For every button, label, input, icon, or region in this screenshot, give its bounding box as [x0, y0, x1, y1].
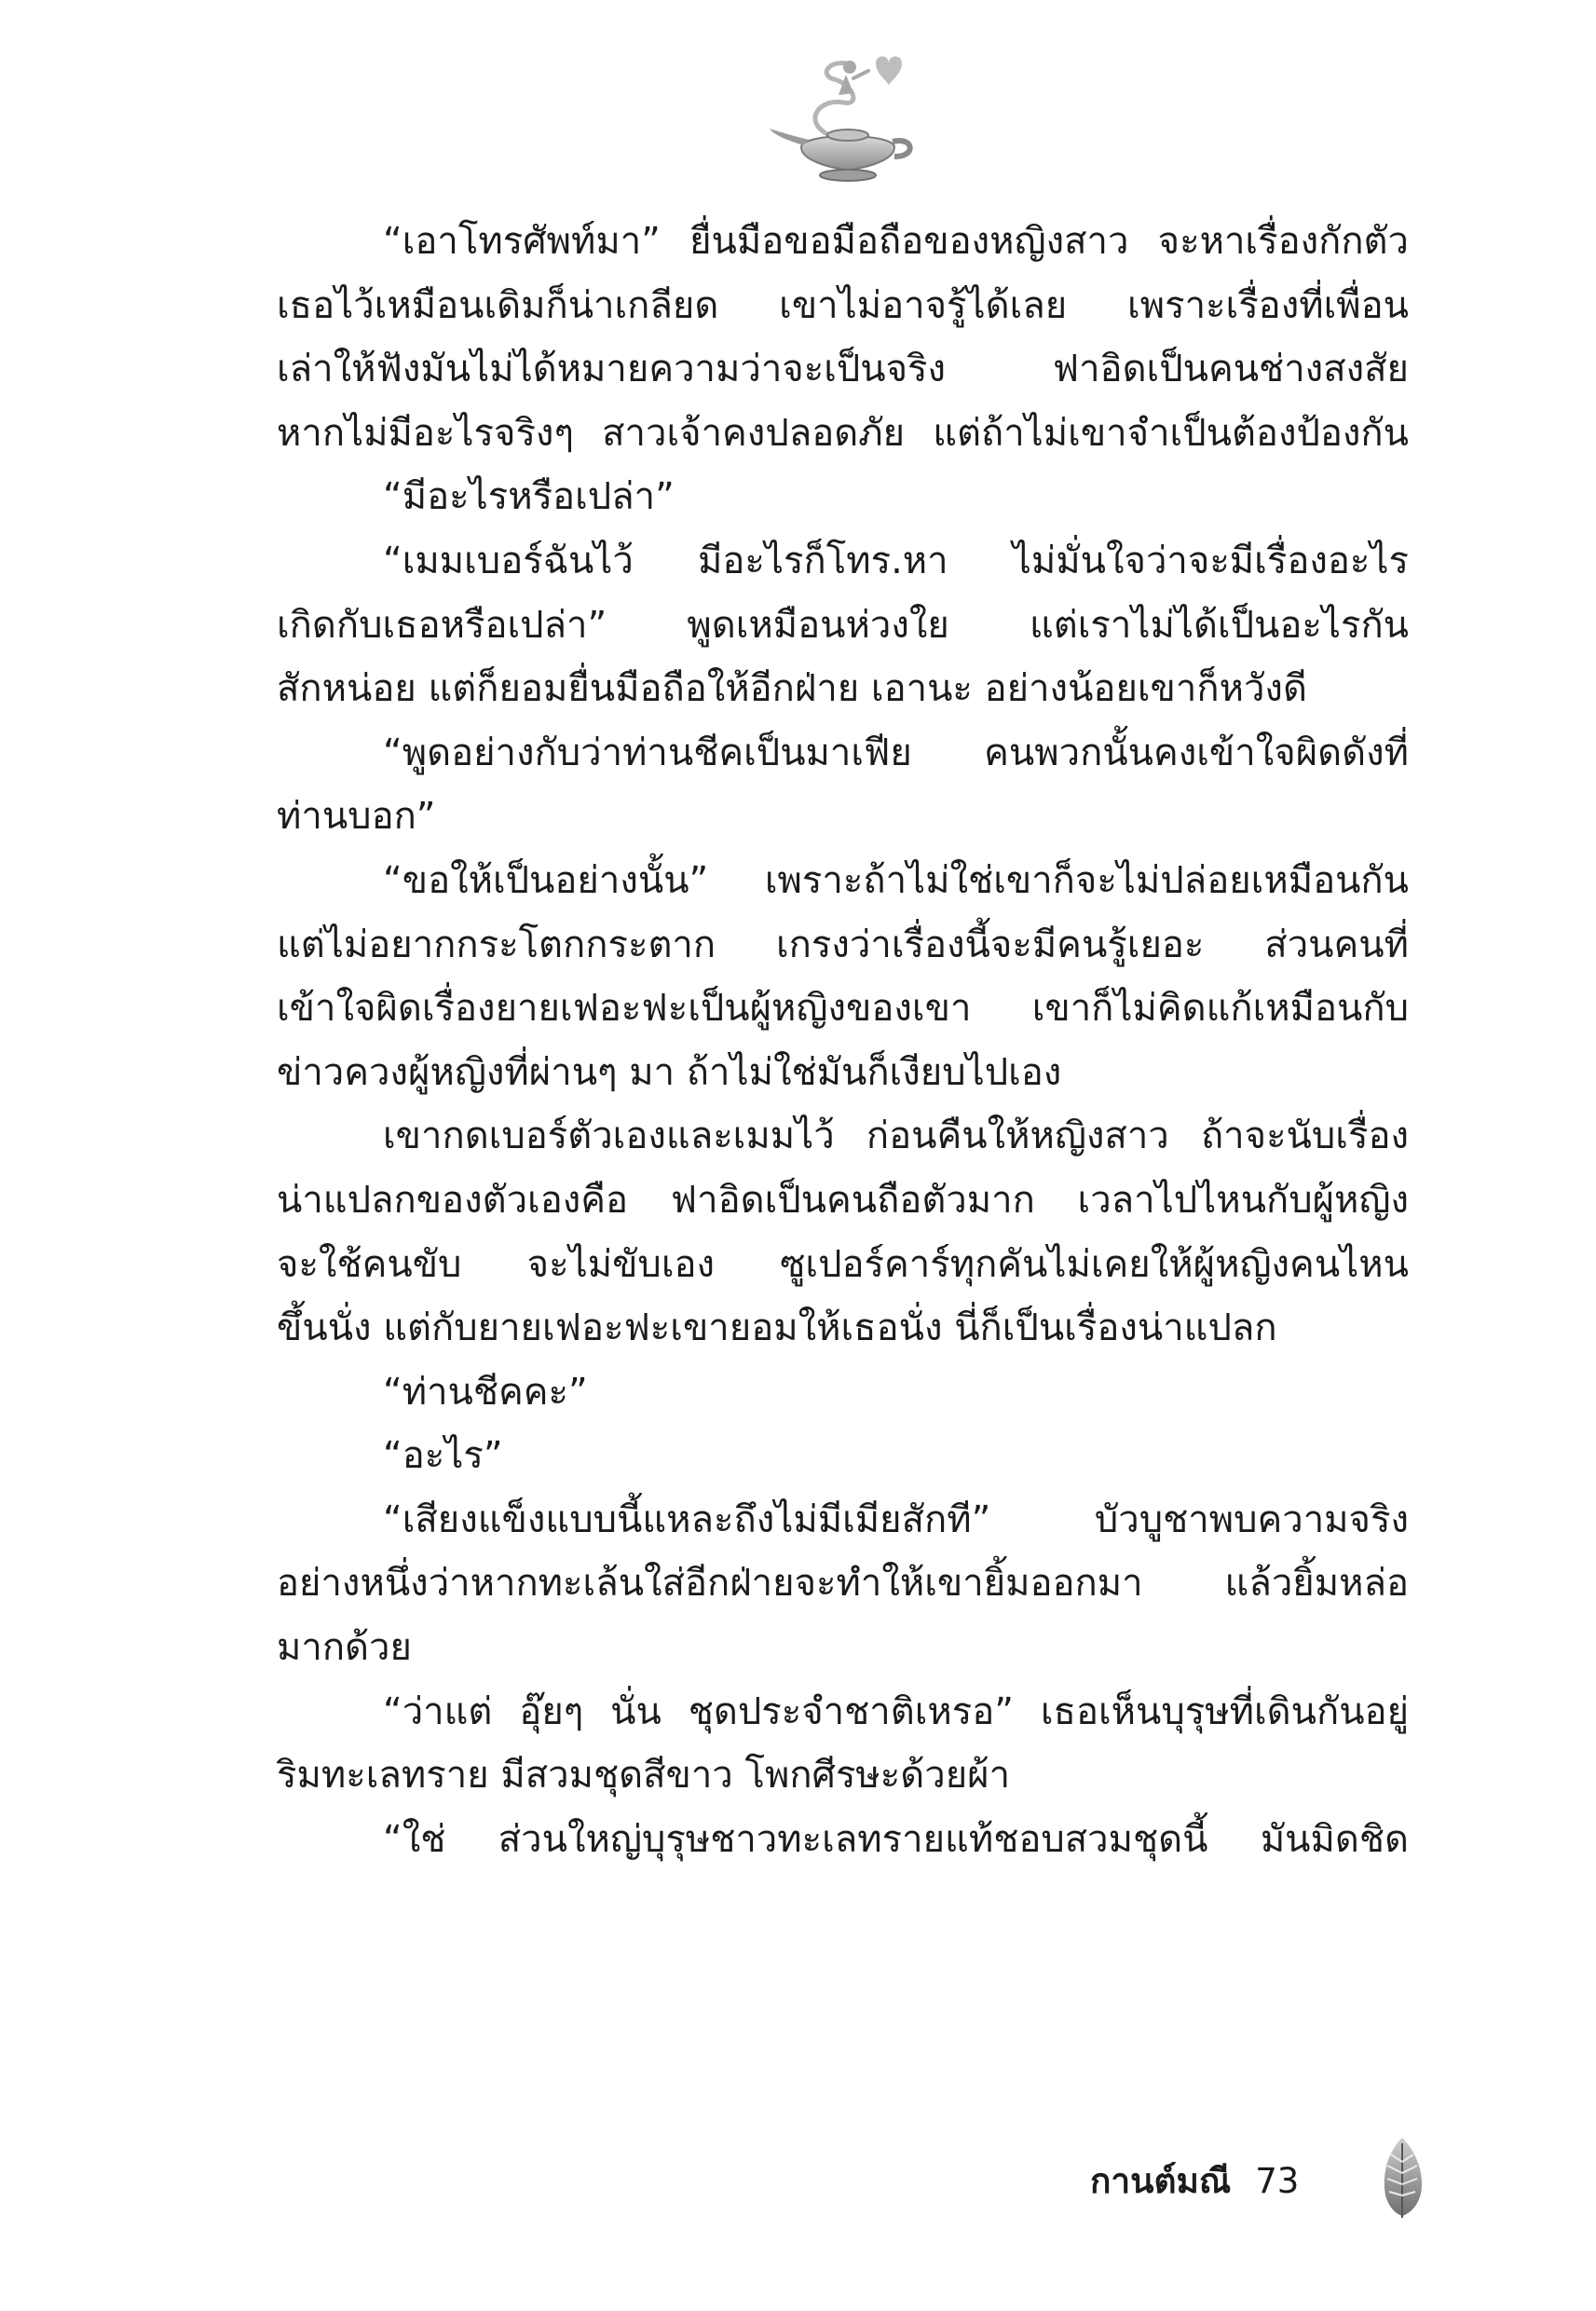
text-line: มากด้วย	[277, 1626, 412, 1670]
text-line: แต่ไม่อยากกระโตกกระตาก เกรงว่าเรื่องนี้จะมีคนรู้เยอะ ส่วนคนที่	[277, 923, 1409, 966]
text-line: “ขอให้เป็นอย่างนั้น” เพราะถ้าไม่ใช่เขาก็จะไม่ปล่อยเหมือนกัน	[383, 858, 1409, 902]
text-line: “ท่านชีคคะ”	[383, 1370, 588, 1414]
text-line: ข่าวควงผู้หญิงที่ผ่านๆ มา ถ้าไม่ใช่มันก็เงียบไปเอง	[277, 1050, 1062, 1094]
text-line: เธอไว้เหมือนเดิมก็น่าเกลียด เขาไม่อาจรู้ได้เลย เพราะเรื่องที่เพื่อน	[277, 283, 1409, 327]
footer-book-title: กานต์มณี	[1090, 2160, 1232, 2201]
page-footer	[1090, 2153, 1299, 2208]
text-line: “ว่าแต่ อุ๊ยๆ นั่น ชุดประจำชาติเหรอ” เธอเห็นบุรุษที่เดินกันอยู่	[383, 1689, 1409, 1733]
text-line: เล่าให้ฟังมันไม่ได้หมายความว่าจะเป็นจริง ฟาอิดเป็นคนช่างสงสัย	[277, 348, 1409, 391]
text-line: “ใช่ ส่วนใหญ่บุรุษชาวทะเลทรายแท้ชอบสวมชุดนี้ มันมิดชิด	[383, 1817, 1409, 1861]
text-line: ขึ้นนั่ง แต่กับยายเฟอะฟะเขายอมให้เธอนั่ง นี่ก็เป็นเรื่องน่าแปลก	[277, 1306, 1277, 1350]
genie-lamp-icon	[764, 47, 932, 186]
text-line: เกิดกับเธอหรือเปล่า” พูดเหมือนห่วงใย แต่เราไม่ได้เป็นอะไรกัน	[277, 603, 1409, 647]
text-line: เขากดเบอร์ตัวเองและเมมไว้ ก่อนคืนให้หญิงสาว ถ้าจะนับเรื่อง	[383, 1114, 1409, 1158]
page-number: 73	[1255, 2160, 1300, 2201]
text-line: หากไม่มีอะไรจริงๆ สาวเจ้าคงปลอดภัย แต่ถ้าไม่เขาจำเป็นต้องป้องกัน	[277, 411, 1409, 455]
text-line: ริมทะเลทราย มีสวมชุดสีขาว โพกศีรษะด้วยผ้า	[277, 1754, 1011, 1798]
text-line: จะใช้คนขับ จะไม่ขับเอง ซูเปอร์คาร์ทุกคันไม่เคยให้ผู้หญิงคนไหน	[277, 1242, 1409, 1286]
text-line: สักหน่อย แต่ก็ยอมยื่นมือถือให้อีกฝ่าย เอานะ อย่างน้อยเขาก็หวังดี	[277, 667, 1307, 711]
text-line: “มีอะไรหรือเปล่า”	[383, 475, 675, 519]
text-line: “เมมเบอร์ฉันไว้ มีอะไรก็โทร.หา ไม่มั่นใจว่าจะมีเรื่องอะไร	[383, 539, 1409, 582]
text-line: เข้าใจผิดเรื่องยายเฟอะฟะเป็นผู้หญิงของเขา เขาก็ไม่คิดแก้เหมือนกับ	[277, 987, 1409, 1031]
text-line: “เสียงแข็งแบบนี้แหละถึงไม่มีเมียสักที” บัวบูชาพบความจริง	[383, 1497, 1409, 1541]
text-line: “เอาโทรศัพท์มา” ยื่นมือขอมือถือของหญิงสาว จะหาเรื่องกักตัว	[383, 220, 1409, 263]
text-line: ท่านบอก”	[277, 795, 436, 839]
text-line: “พูดอย่างกับว่าท่านชีคเป็นมาเฟีย คนพวกนั้นคงเข้าใจผิดดังที่	[383, 731, 1409, 774]
feather-icon	[1374, 2134, 1430, 2220]
text-line: อย่างหนึ่งว่าหากทะเล้นใส่อีกฝ่ายจะทำให้เขายิ้มออกมา แล้วยิ้มหล่อ	[277, 1562, 1409, 1606]
text-line: “อะไร”	[383, 1434, 503, 1478]
body-text	[277, 210, 1409, 1871]
text-line: น่าแปลกของตัวเองคือ ฟาอิดเป็นคนถือตัวมาก เวลาไปไหนกับผู้หญิง	[277, 1178, 1409, 1222]
